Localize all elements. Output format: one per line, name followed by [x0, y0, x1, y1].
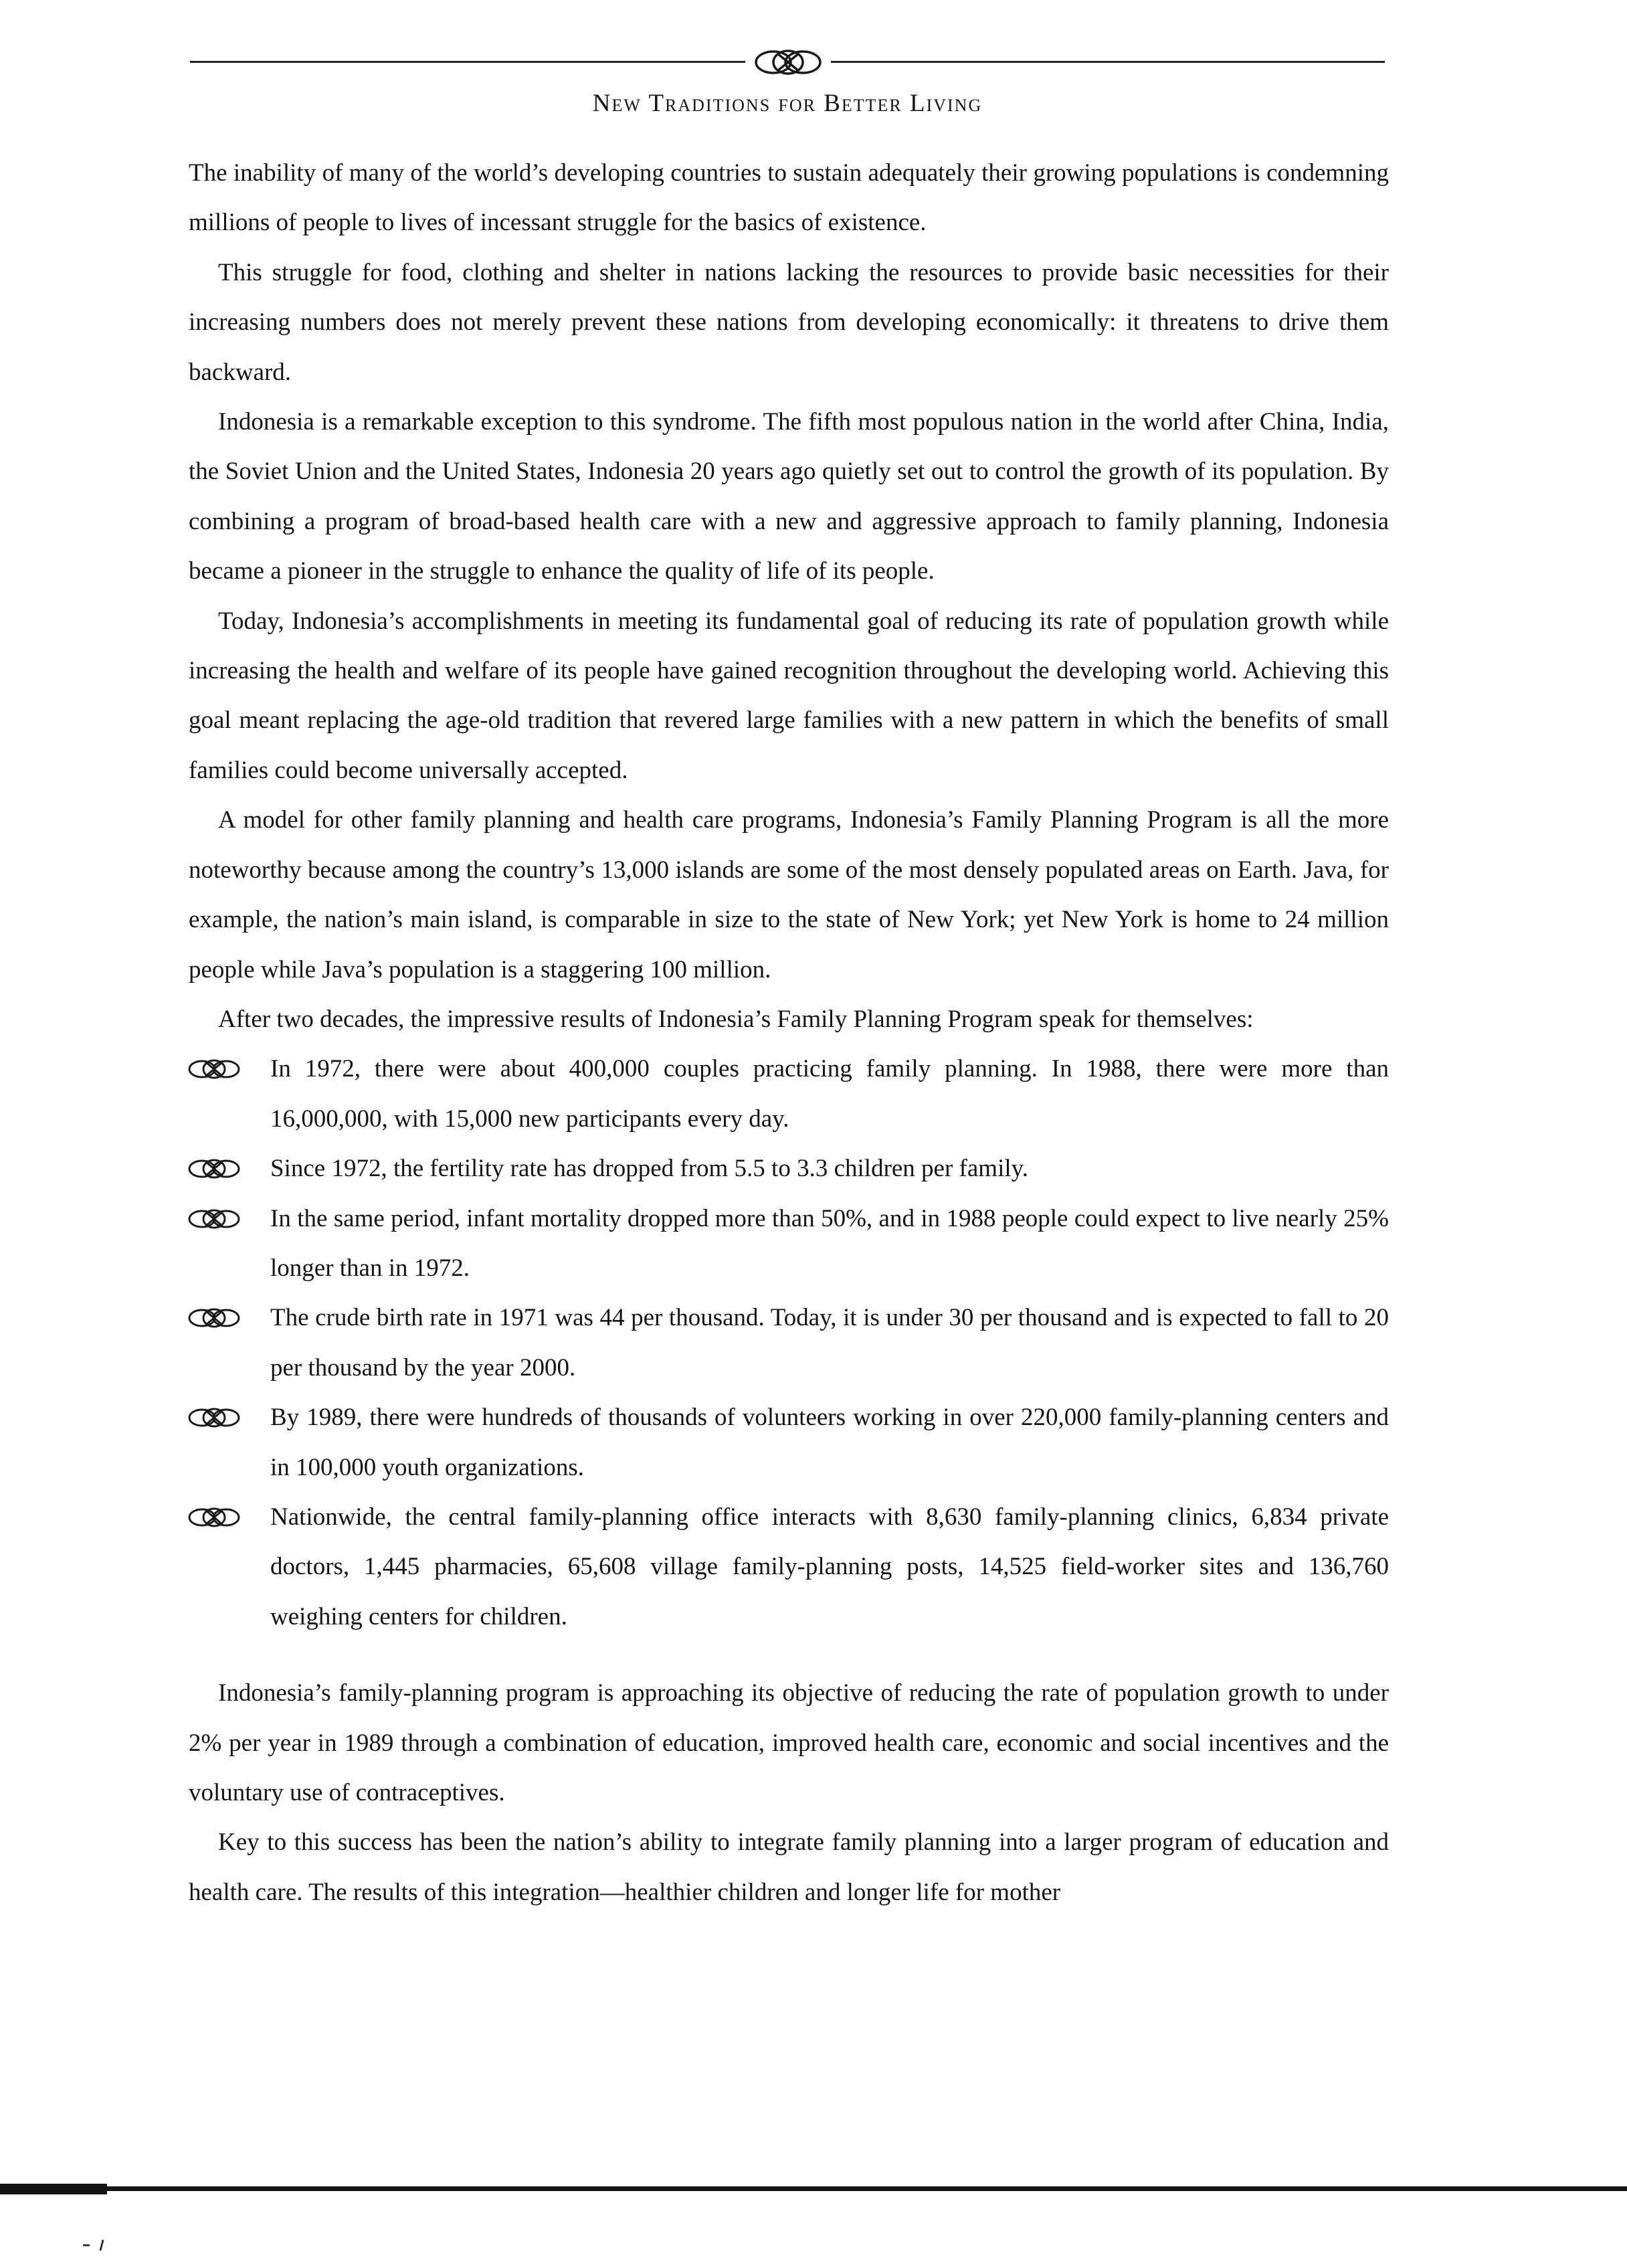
knot-bullet-icon [186, 1405, 242, 1430]
list-item [189, 1393, 1389, 1493]
knot-bullet-icon [186, 1056, 242, 1082]
footer-rule [0, 2186, 1627, 2191]
knot-bullet-icon [186, 1505, 242, 1530]
knot-bullet-icon [186, 1305, 242, 1331]
paragraph: Key to this success has been the nation’s ability to integrate family planning into a larger program of education and health care. The results of this integration—healthier children and longer life for mother [189, 1828, 1389, 1906]
knot-ornament-icon [751, 45, 826, 79]
list-item-text: Since 1972, the fertility rate has dropped from 5.5 to 3.3 children per family. [270, 1155, 1028, 1183]
list-item-text: In the same period, infant mortality dropped more than 50%, and in 1988 people could expect to live nearly 25% longer than in 1972. [270, 1204, 1389, 1282]
paragraph: The inability of many of the world’s developing countries to sustain adequately their growing populations is condemning millions of people to lives of incessant struggle for the basics of existence. [189, 159, 1389, 237]
paragraph: After two decades, the impressive results of Indonesia’s Family Planning Program speak for themselves: [218, 1005, 1254, 1033]
paragraph: A model for other family planning and health care programs, Indonesia’s Family Planning Program is all the more noteworthy because among the country’s 13,000 islands are some of the most densely populated areas on Earth. Java, for example, the nation’s main island, is comparable in size to the state of New York; yet New York is home to 24 million people while Java’s population is a staggering 100 million. [189, 806, 1389, 983]
list-item [189, 1493, 1389, 1642]
header-rule-right [831, 61, 1385, 63]
list-item-text: The crude birth rate in 1971 was 44 per thousand. Today, it is under 30 per thousand and is expected to fall to 20 per thousand by the year 2000. [270, 1304, 1389, 1382]
paragraph: This struggle for food, clothing and shelter in nations lacking the resources to provide basic necessities for their increasing numbers does not merely prevent these nations from developing economically: it threatens to drive them backward. [189, 258, 1389, 386]
results-list [189, 1044, 1389, 1642]
list-item [189, 1194, 1389, 1294]
knot-bullet-icon [186, 1206, 242, 1232]
running-title: New Traditions for Better Living [592, 90, 983, 117]
scan-mark [80, 2235, 114, 2255]
header-rule-left [190, 61, 745, 63]
list-item-text: Nationwide, the central family-planning office interacts with 8,630 family-planning clinics, 6,834 private doctors, 1,445 pharmacies, 65,608 village family-planning posts, 14,525 field-worker sites and 136,760 weighing centers for children. [270, 1503, 1389, 1630]
list-item-text: By 1989, there were hundreds of thousands of volunteers working in over 220,000 family-planning centers and in 100,000 youth organizations. [270, 1404, 1389, 1481]
list-item [189, 1293, 1389, 1393]
paragraph: Today, Indonesia’s accomplishments in meeting its fundamental goal of reducing its rate of population growth while increasing the health and welfare of its people have gained recognition throughout the developing world. Achieving this goal meant replacing the age-old tradition that revered large families with a new pattern in which the benefits of small families could become universally accepted. [189, 607, 1389, 784]
paragraph: Indonesia’s family-planning program is approaching its objective of reducing the rate of population growth to under 2% per year in 1989 through a combination of education, improved health care, economic and social incentives and the voluntary use of contraceptives. [189, 1679, 1389, 1806]
article-body [189, 149, 1389, 1917]
list-item [189, 1144, 1389, 1194]
paragraph: Indonesia is a remarkable exception to this syndrome. The fifth most populous nation in the world after China, India, the Soviet Union and the United States, Indonesia 20 years ago quietly set out to control the growth of its population. By combining a program of broad-based health care with a new and aggressive approach to family planning, Indonesia became a pioneer in the struggle to enhance the quality of life of its people. [189, 408, 1389, 585]
header-rule [190, 41, 1385, 82]
list-item [189, 1044, 1389, 1144]
knot-bullet-icon [186, 1156, 242, 1182]
list-item-text: In 1972, there were about 400,000 couples practicing family planning. In 1988, there were more than 16,000,000, with 15,000 new participants every day. [270, 1055, 1389, 1133]
